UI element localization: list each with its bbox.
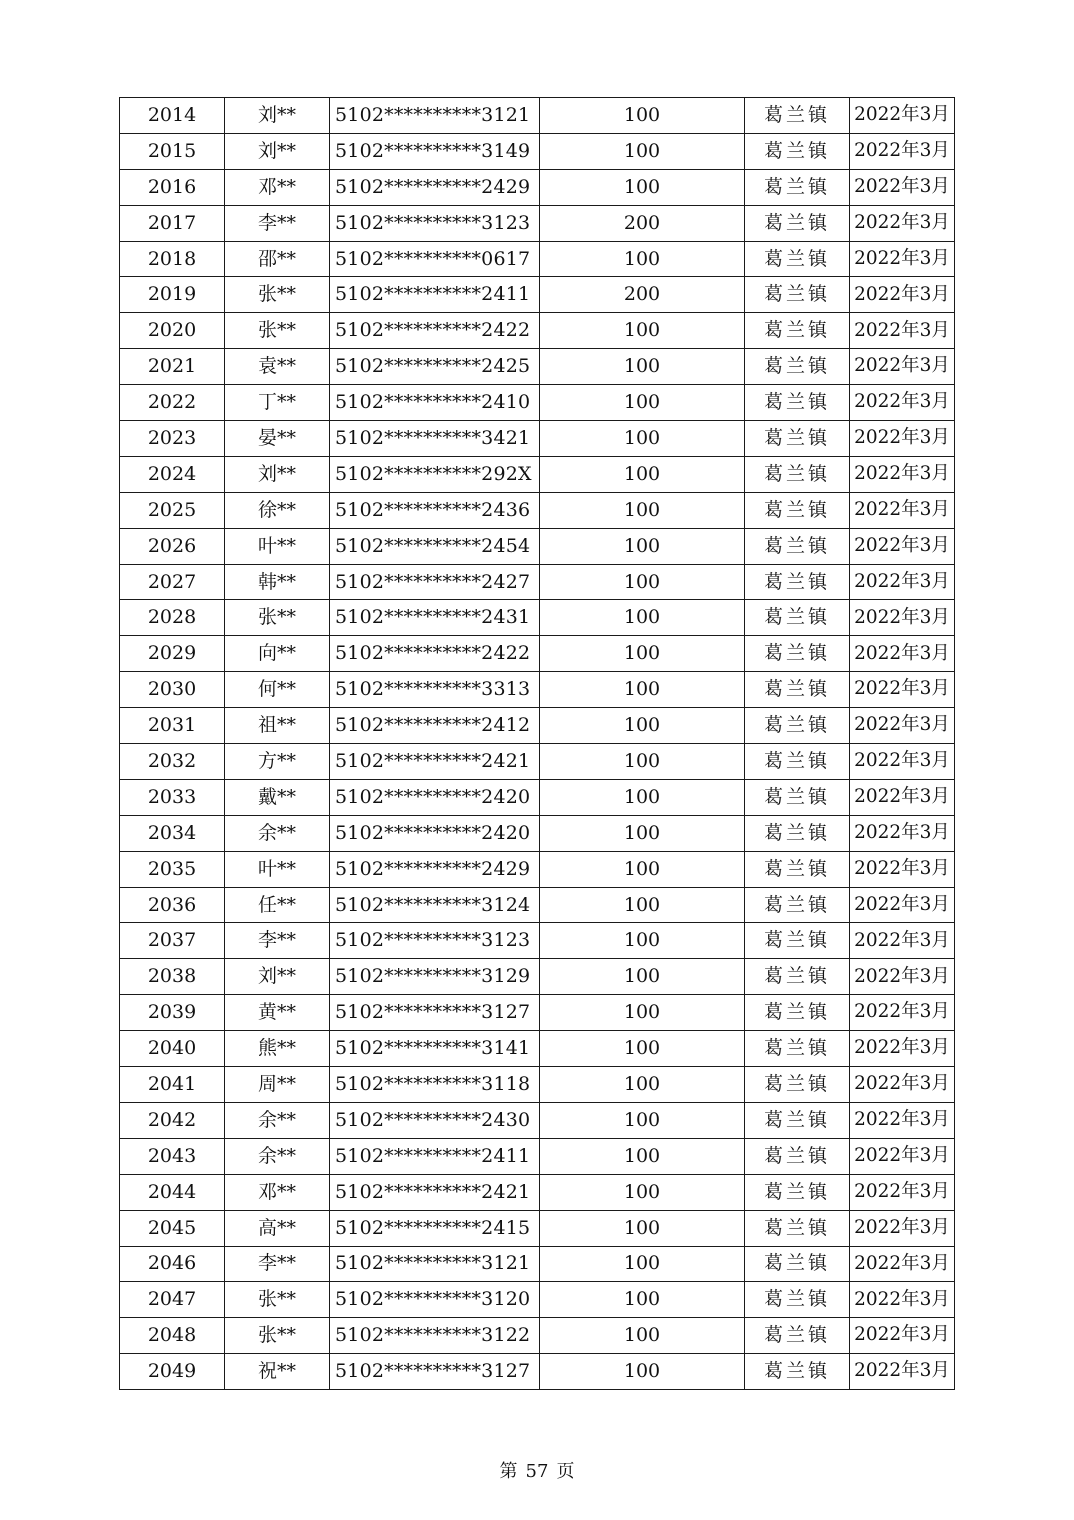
town-cell: 葛兰镇 [745, 241, 850, 277]
row-number-cell: 2030 [120, 672, 225, 708]
id-number-cell: 5102**********3123 [330, 205, 540, 241]
town-cell: 葛兰镇 [745, 492, 850, 528]
row-number-cell: 2021 [120, 349, 225, 385]
row-number-cell: 2027 [120, 564, 225, 600]
row-number-cell: 2041 [120, 1067, 225, 1103]
person-name-cell: 刘** [225, 456, 330, 492]
amount-cell: 100 [540, 1246, 745, 1282]
issue-date-cell: 2022年3月 [850, 995, 955, 1031]
table-row [120, 564, 955, 600]
issue-date-cell: 2022年3月 [850, 1067, 955, 1103]
issue-date-cell: 2022年3月 [850, 959, 955, 995]
issue-date-cell: 2022年3月 [850, 456, 955, 492]
table-row [120, 708, 955, 744]
id-number-cell: 5102**********2420 [330, 815, 540, 851]
table-row [120, 851, 955, 887]
town-cell: 葛兰镇 [745, 349, 850, 385]
table-row [120, 313, 955, 349]
id-number-cell: 5102**********2412 [330, 708, 540, 744]
table-row [120, 98, 955, 134]
issue-date-cell: 2022年3月 [850, 492, 955, 528]
page-suffix: 页 [556, 1461, 575, 1482]
id-number-cell: 5102**********2436 [330, 492, 540, 528]
id-number-cell: 5102**********292X [330, 456, 540, 492]
amount-cell: 100 [540, 1354, 745, 1390]
table-row [120, 528, 955, 564]
amount-cell: 200 [540, 205, 745, 241]
table-row [120, 1067, 955, 1103]
town-cell: 葛兰镇 [745, 169, 850, 205]
issue-date-cell: 2022年3月 [850, 887, 955, 923]
page-prefix: 第 [499, 1461, 518, 1482]
amount-cell: 100 [540, 851, 745, 887]
id-number-cell: 5102**********3123 [330, 923, 540, 959]
id-number-cell: 5102**********2425 [330, 349, 540, 385]
person-name-cell: 李** [225, 205, 330, 241]
person-name-cell: 邓** [225, 169, 330, 205]
table-row [120, 815, 955, 851]
issue-date-cell: 2022年3月 [850, 385, 955, 421]
town-cell: 葛兰镇 [745, 1210, 850, 1246]
issue-date-cell: 2022年3月 [850, 923, 955, 959]
id-number-cell: 5102**********3118 [330, 1067, 540, 1103]
amount-cell: 100 [540, 169, 745, 205]
table-row [120, 277, 955, 313]
row-number-cell: 2037 [120, 923, 225, 959]
row-number-cell: 2022 [120, 385, 225, 421]
row-number-cell: 2044 [120, 1174, 225, 1210]
issue-date-cell: 2022年3月 [850, 744, 955, 780]
person-name-cell: 熊** [225, 1031, 330, 1067]
table-row [120, 492, 955, 528]
issue-date-cell: 2022年3月 [850, 313, 955, 349]
id-number-cell: 5102**********2420 [330, 779, 540, 815]
row-number-cell: 2035 [120, 851, 225, 887]
person-name-cell: 叶** [225, 851, 330, 887]
id-number-cell: 5102**********3124 [330, 887, 540, 923]
table-row [120, 1138, 955, 1174]
person-name-cell: 徐** [225, 492, 330, 528]
row-number-cell: 2048 [120, 1318, 225, 1354]
town-cell: 葛兰镇 [745, 1031, 850, 1067]
row-number-cell: 2039 [120, 995, 225, 1031]
town-cell: 葛兰镇 [745, 277, 850, 313]
amount-cell: 100 [540, 98, 745, 134]
amount-cell: 100 [540, 887, 745, 923]
row-number-cell: 2016 [120, 169, 225, 205]
row-number-cell: 2029 [120, 636, 225, 672]
town-cell: 葛兰镇 [745, 744, 850, 780]
issue-date-cell: 2022年3月 [850, 169, 955, 205]
table-row [120, 241, 955, 277]
table-row [120, 1210, 955, 1246]
row-number-cell: 2017 [120, 205, 225, 241]
table-row [120, 1031, 955, 1067]
town-cell: 葛兰镇 [745, 528, 850, 564]
amount-cell: 100 [540, 1174, 745, 1210]
id-number-cell: 5102**********2454 [330, 528, 540, 564]
id-number-cell: 5102**********3141 [330, 1031, 540, 1067]
issue-date-cell: 2022年3月 [850, 1282, 955, 1318]
table-row [120, 636, 955, 672]
issue-date-cell: 2022年3月 [850, 1354, 955, 1390]
table-row [120, 600, 955, 636]
amount-cell: 100 [540, 564, 745, 600]
id-number-cell: 5102**********2411 [330, 1138, 540, 1174]
amount-cell: 100 [540, 349, 745, 385]
issue-date-cell: 2022年3月 [850, 241, 955, 277]
amount-cell: 100 [540, 492, 745, 528]
table-row [120, 456, 955, 492]
row-number-cell: 2023 [120, 421, 225, 457]
beneficiary-table [119, 97, 955, 1390]
person-name-cell: 张** [225, 313, 330, 349]
id-number-cell: 5102**********2431 [330, 600, 540, 636]
amount-cell: 100 [540, 600, 745, 636]
id-number-cell: 5102**********3127 [330, 1354, 540, 1390]
table-body [120, 98, 955, 1390]
person-name-cell: 刘** [225, 98, 330, 134]
table-row [120, 133, 955, 169]
table-row [120, 1246, 955, 1282]
person-name-cell: 袁** [225, 349, 330, 385]
table-row [120, 1174, 955, 1210]
id-number-cell: 5102**********2422 [330, 636, 540, 672]
table-row [120, 1354, 955, 1390]
amount-cell: 100 [540, 815, 745, 851]
town-cell: 葛兰镇 [745, 959, 850, 995]
issue-date-cell: 2022年3月 [850, 98, 955, 134]
row-number-cell: 2043 [120, 1138, 225, 1174]
id-number-cell: 5102**********3129 [330, 959, 540, 995]
row-number-cell: 2034 [120, 815, 225, 851]
person-name-cell: 余** [225, 815, 330, 851]
row-number-cell: 2028 [120, 600, 225, 636]
id-number-cell: 5102**********2411 [330, 277, 540, 313]
person-name-cell: 李** [225, 923, 330, 959]
id-number-cell: 5102**********0617 [330, 241, 540, 277]
row-number-cell: 2040 [120, 1031, 225, 1067]
row-number-cell: 2019 [120, 277, 225, 313]
issue-date-cell: 2022年3月 [850, 672, 955, 708]
id-number-cell: 5102**********2430 [330, 1102, 540, 1138]
table-row [120, 1318, 955, 1354]
amount-cell: 100 [540, 528, 745, 564]
person-name-cell: 张** [225, 277, 330, 313]
issue-date-cell: 2022年3月 [850, 205, 955, 241]
row-number-cell: 2020 [120, 313, 225, 349]
town-cell: 葛兰镇 [745, 1282, 850, 1318]
amount-cell: 100 [540, 133, 745, 169]
amount-cell: 100 [540, 1102, 745, 1138]
town-cell: 葛兰镇 [745, 600, 850, 636]
person-name-cell: 方** [225, 744, 330, 780]
town-cell: 葛兰镇 [745, 313, 850, 349]
id-number-cell: 5102**********3421 [330, 421, 540, 457]
person-name-cell: 周** [225, 1067, 330, 1103]
person-name-cell: 余** [225, 1102, 330, 1138]
amount-cell: 100 [540, 1067, 745, 1103]
table-row [120, 672, 955, 708]
table-row [120, 349, 955, 385]
id-number-cell: 5102**********2421 [330, 744, 540, 780]
amount-cell: 100 [540, 1282, 745, 1318]
issue-date-cell: 2022年3月 [850, 421, 955, 457]
town-cell: 葛兰镇 [745, 98, 850, 134]
person-name-cell: 祖** [225, 708, 330, 744]
person-name-cell: 余** [225, 1138, 330, 1174]
person-name-cell: 何** [225, 672, 330, 708]
town-cell: 葛兰镇 [745, 385, 850, 421]
id-number-cell: 5102**********3313 [330, 672, 540, 708]
amount-cell: 100 [540, 672, 745, 708]
row-number-cell: 2024 [120, 456, 225, 492]
amount-cell: 100 [540, 636, 745, 672]
issue-date-cell: 2022年3月 [850, 349, 955, 385]
town-cell: 葛兰镇 [745, 672, 850, 708]
town-cell: 葛兰镇 [745, 636, 850, 672]
amount-cell: 100 [540, 744, 745, 780]
issue-date-cell: 2022年3月 [850, 1318, 955, 1354]
id-number-cell: 5102**********3121 [330, 1246, 540, 1282]
issue-date-cell: 2022年3月 [850, 815, 955, 851]
issue-date-cell: 2022年3月 [850, 133, 955, 169]
issue-date-cell: 2022年3月 [850, 600, 955, 636]
issue-date-cell: 2022年3月 [850, 779, 955, 815]
id-number-cell: 5102**********3127 [330, 995, 540, 1031]
id-number-cell: 5102**********2427 [330, 564, 540, 600]
person-name-cell: 刘** [225, 133, 330, 169]
issue-date-cell: 2022年3月 [850, 1210, 955, 1246]
issue-date-cell: 2022年3月 [850, 636, 955, 672]
issue-date-cell: 2022年3月 [850, 1174, 955, 1210]
table-row [120, 779, 955, 815]
person-name-cell: 晏** [225, 421, 330, 457]
town-cell: 葛兰镇 [745, 1318, 850, 1354]
town-cell: 葛兰镇 [745, 995, 850, 1031]
town-cell: 葛兰镇 [745, 1067, 850, 1103]
town-cell: 葛兰镇 [745, 815, 850, 851]
id-number-cell: 5102**********3149 [330, 133, 540, 169]
person-name-cell: 刘** [225, 959, 330, 995]
issue-date-cell: 2022年3月 [850, 1102, 955, 1138]
row-number-cell: 2025 [120, 492, 225, 528]
town-cell: 葛兰镇 [745, 1246, 850, 1282]
row-number-cell: 2032 [120, 744, 225, 780]
table-row [120, 1282, 955, 1318]
town-cell: 葛兰镇 [745, 564, 850, 600]
amount-cell: 100 [540, 1138, 745, 1174]
table-row [120, 959, 955, 995]
table-row [120, 887, 955, 923]
row-number-cell: 2046 [120, 1246, 225, 1282]
row-number-cell: 2036 [120, 887, 225, 923]
town-cell: 葛兰镇 [745, 1102, 850, 1138]
amount-cell: 100 [540, 456, 745, 492]
amount-cell: 100 [540, 385, 745, 421]
amount-cell: 100 [540, 959, 745, 995]
page-footer [0, 1457, 1074, 1483]
amount-cell: 200 [540, 277, 745, 313]
amount-cell: 100 [540, 1318, 745, 1354]
town-cell: 葛兰镇 [745, 923, 850, 959]
row-number-cell: 2042 [120, 1102, 225, 1138]
town-cell: 葛兰镇 [745, 421, 850, 457]
town-cell: 葛兰镇 [745, 1174, 850, 1210]
row-number-cell: 2049 [120, 1354, 225, 1390]
town-cell: 葛兰镇 [745, 1138, 850, 1174]
person-name-cell: 向** [225, 636, 330, 672]
person-name-cell: 黄** [225, 995, 330, 1031]
issue-date-cell: 2022年3月 [850, 528, 955, 564]
issue-date-cell: 2022年3月 [850, 708, 955, 744]
person-name-cell: 祝** [225, 1354, 330, 1390]
table-row [120, 421, 955, 457]
row-number-cell: 2018 [120, 241, 225, 277]
person-name-cell: 戴** [225, 779, 330, 815]
id-number-cell: 5102**********3122 [330, 1318, 540, 1354]
amount-cell: 100 [540, 995, 745, 1031]
person-name-cell: 高** [225, 1210, 330, 1246]
amount-cell: 100 [540, 923, 745, 959]
row-number-cell: 2015 [120, 133, 225, 169]
amount-cell: 100 [540, 1210, 745, 1246]
issue-date-cell: 2022年3月 [850, 277, 955, 313]
town-cell: 葛兰镇 [745, 851, 850, 887]
person-name-cell: 邵** [225, 241, 330, 277]
table-row [120, 923, 955, 959]
row-number-cell: 2045 [120, 1210, 225, 1246]
row-number-cell: 2033 [120, 779, 225, 815]
row-number-cell: 2038 [120, 959, 225, 995]
table-row [120, 1102, 955, 1138]
person-name-cell: 任** [225, 887, 330, 923]
person-name-cell: 丁** [225, 385, 330, 421]
person-name-cell: 韩** [225, 564, 330, 600]
id-number-cell: 5102**********2415 [330, 1210, 540, 1246]
person-name-cell: 张** [225, 1282, 330, 1318]
table-row [120, 205, 955, 241]
person-name-cell: 张** [225, 1318, 330, 1354]
amount-cell: 100 [540, 421, 745, 457]
amount-cell: 100 [540, 779, 745, 815]
town-cell: 葛兰镇 [745, 887, 850, 923]
town-cell: 葛兰镇 [745, 456, 850, 492]
person-name-cell: 邓** [225, 1174, 330, 1210]
person-name-cell: 张** [225, 600, 330, 636]
row-number-cell: 2031 [120, 708, 225, 744]
row-number-cell: 2047 [120, 1282, 225, 1318]
issue-date-cell: 2022年3月 [850, 851, 955, 887]
town-cell: 葛兰镇 [745, 779, 850, 815]
person-name-cell: 李** [225, 1246, 330, 1282]
page-number: 57 [525, 1461, 549, 1482]
id-number-cell: 5102**********2422 [330, 313, 540, 349]
table-row [120, 995, 955, 1031]
table-row [120, 744, 955, 780]
id-number-cell: 5102**********3120 [330, 1282, 540, 1318]
town-cell: 葛兰镇 [745, 205, 850, 241]
issue-date-cell: 2022年3月 [850, 1138, 955, 1174]
issue-date-cell: 2022年3月 [850, 1246, 955, 1282]
issue-date-cell: 2022年3月 [850, 564, 955, 600]
amount-cell: 100 [540, 1031, 745, 1067]
amount-cell: 100 [540, 313, 745, 349]
table-row [120, 385, 955, 421]
id-number-cell: 5102**********2429 [330, 169, 540, 205]
id-number-cell: 5102**********3121 [330, 98, 540, 134]
town-cell: 葛兰镇 [745, 133, 850, 169]
row-number-cell: 2014 [120, 98, 225, 134]
id-number-cell: 5102**********2429 [330, 851, 540, 887]
row-number-cell: 2026 [120, 528, 225, 564]
table-row [120, 169, 955, 205]
issue-date-cell: 2022年3月 [850, 1031, 955, 1067]
id-number-cell: 5102**********2410 [330, 385, 540, 421]
amount-cell: 100 [540, 708, 745, 744]
town-cell: 葛兰镇 [745, 1354, 850, 1390]
person-name-cell: 叶** [225, 528, 330, 564]
town-cell: 葛兰镇 [745, 708, 850, 744]
id-number-cell: 5102**********2421 [330, 1174, 540, 1210]
amount-cell: 100 [540, 241, 745, 277]
